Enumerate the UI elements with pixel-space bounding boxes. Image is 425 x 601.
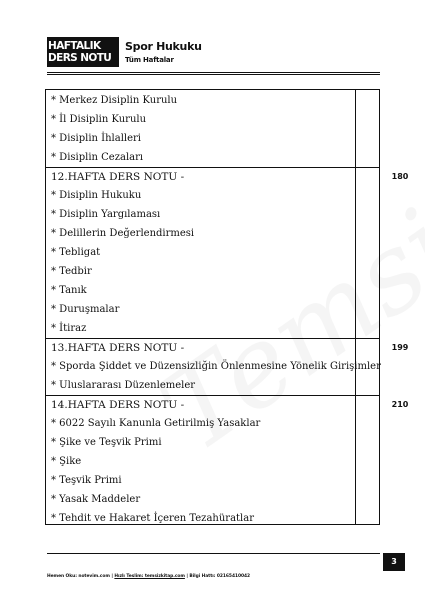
list-item: * Şike xyxy=(51,456,82,467)
list-item: * Disiplin İhlalleri xyxy=(51,133,141,144)
footer-read-link[interactable]: Hemen Oku: notevim.com xyxy=(47,574,110,579)
list-item: * Disiplin Hukuku xyxy=(51,190,142,201)
row-divider xyxy=(46,338,379,339)
page-number: 3 xyxy=(383,553,405,571)
list-item: * Tebligat xyxy=(51,247,101,258)
row-divider xyxy=(46,167,379,168)
week-heading: 13.HAFTA DERS NOTU - xyxy=(51,342,185,354)
row-divider xyxy=(46,395,379,396)
header-title: Spor Hukuku xyxy=(125,40,202,53)
list-item: * 6022 Sayılı Kanunla Getirilmiş Yasaklar xyxy=(51,418,261,429)
list-item: * İl Disiplin Kurulu xyxy=(51,114,147,125)
contents-table xyxy=(45,89,409,525)
column-divider xyxy=(355,90,356,524)
list-item: * Yasak Maddeler xyxy=(51,494,141,505)
list-item: * Delillerin Değerlendirmesi xyxy=(51,228,195,239)
page-ref: 210 xyxy=(391,400,409,409)
header-subtitle: Tüm Haftalar xyxy=(125,56,174,64)
list-item: * Teşvik Primi xyxy=(51,475,122,486)
footer-separator: | xyxy=(109,574,115,579)
week-heading: 12.HAFTA DERS NOTU - xyxy=(51,171,185,183)
footer-shop-link[interactable]: Hızlı Teslim: temsizkitap.com xyxy=(114,574,185,579)
header-rule-double xyxy=(47,74,380,75)
list-item: * Duruşmalar xyxy=(51,304,120,315)
list-item: * Tanık xyxy=(51,285,87,296)
list-item: * Disiplin Yargılaması xyxy=(51,209,161,220)
header-badge-line1: HAFTALIK xyxy=(48,40,101,52)
week-heading: 14.HAFTA DERS NOTU - xyxy=(51,399,185,411)
footer-phone: Bilgi Hattı: 02165410042 xyxy=(189,574,250,579)
header-rule xyxy=(47,72,380,73)
list-item: * Merkez Disiplin Kurulu xyxy=(51,95,178,106)
footer-text xyxy=(47,574,250,579)
list-item: * Tehdit ve Hakaret İçeren Tezahüratlar xyxy=(51,513,254,524)
list-item: * Şike ve Teşvik Primi xyxy=(51,437,162,448)
list-item: * Sporda Şiddet ve Düzensizliğin Önlenmesine Yönelik Girişimler xyxy=(51,361,381,372)
footer-rule xyxy=(47,553,380,554)
header-badge-line2: DERS NOTU xyxy=(48,52,112,64)
header-badge xyxy=(47,37,119,67)
list-item: * Disiplin Cezaları xyxy=(51,152,144,163)
footer-separator: | xyxy=(184,574,190,579)
page-ref: 199 xyxy=(391,343,409,352)
list-item: * Uluslararası Düzenlemeler xyxy=(51,380,196,391)
list-item: * İtiraz xyxy=(51,323,87,334)
list-item: * Tedbir xyxy=(51,266,92,277)
page-ref: 180 xyxy=(391,172,409,181)
